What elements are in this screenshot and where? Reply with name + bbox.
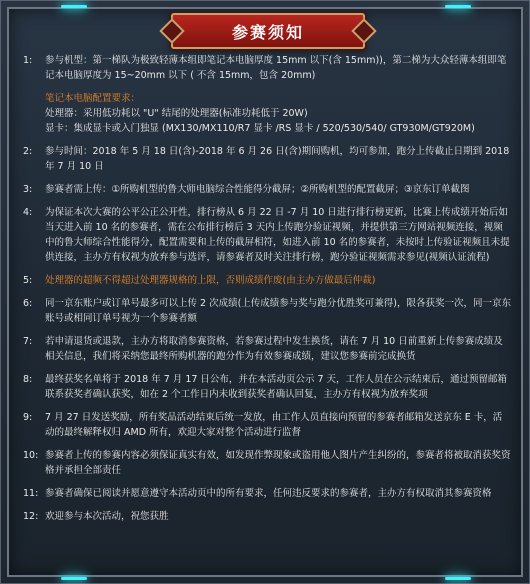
rule-text: 7 月 27 日发送奖励，所有奖品活动结束后统一发放，由工作人员直接向预留的参赛者邮箱发送京东 E 卡，活动的最终解释权归 AMD 所有，欢迎大家对整个活动进行监督: [45, 412, 503, 438]
rule-text: 参赛者上传的参赛内容必须保证真实有效，如发现作弊现象或盗用他人图片产生纠纷的，参赛者将被取消获奖资格并承担全部责任: [45, 450, 511, 476]
rule-item-5: [23, 273, 511, 288]
rule-number: 7:: [23, 336, 33, 347]
spec-gpu: 显卡：集成显卡或入门独显 (MX130/MX110/R7 显卡 /RS 显卡 / 520/530/540/ GT930M/GT920M): [45, 123, 475, 134]
rule-number: 11:: [23, 488, 39, 499]
corner-glow-bottom-right: [445, 577, 471, 580]
rule-number: 3:: [23, 184, 33, 195]
rule-item-10: [23, 448, 511, 478]
corner-glow-top-right: [445, 5, 471, 8]
rules-list: [23, 53, 511, 532]
title-plate: [171, 13, 365, 49]
rule-text: 参赛者确保已阅读并愿意遵守本活动页中的所有要求，任何违反要求的参赛者，主办方有权取消其参赛资格: [45, 488, 492, 499]
corner-glow-top-left: [61, 5, 87, 8]
rule-number: 2:: [23, 146, 33, 157]
rule-number: 1:: [23, 55, 33, 66]
rule-item-7: [23, 334, 511, 364]
spec-title: 笔记本电脑配置要求：: [45, 93, 141, 104]
corner-glow-bottom-left: [61, 577, 87, 580]
rule-text: 参与机型：第一梯队为极致轻薄本组即笔记本电脑厚度 15mm 以下(含 15mm))，第二梯为大众轻薄本组即笔记本电脑厚度为 15~20mm 以下 ( 不含 15mm，包含 20mm): [45, 55, 507, 81]
rule-number: 8:: [23, 374, 33, 385]
rule-number: 10:: [23, 450, 39, 461]
rule-item-8: [23, 372, 511, 402]
rule-text: 最终获奖名单将于 2018 年 7 月 17 日公布，并在本活动页公示 7 天，工作人员在公示结束后，通过预留邮箱联系获奖者确认获奖，如在 2 个工作日内未收到获奖者确认回复，主办方有权视为放弃奖项: [45, 374, 508, 400]
rule-number: 12:: [23, 511, 39, 522]
rule-item-2: [23, 144, 511, 174]
rule-item-11: [23, 486, 511, 501]
rule-number: 9:: [23, 412, 33, 423]
rule-text: 参赛者需上传：①所购机型的鲁大师电脑综合性能得分截屏；②所购机型的配置截屏；③京东订单截图: [45, 184, 470, 195]
rule-text: 为保证本次大赛的公平公正公开性，排行榜从 6 月 22 日 -7 月 10 日进行排行榜更新，比赛上传成绩开始后如当天进入前 10 名的参赛者，需在公布排行榜后 3 天内上传跑分验证视频，并提供第三方网站视频连接，视频中的鲁大师综合性能得分，配置需要和上传的截屏相符，如进入前 10 名的参赛者，未按时上传验证视频且未提供连接，主办方有权视为放弃参与选评，请参赛者及时关注排行榜，跑分验证视频需求参见(视频认证流程): [45, 207, 510, 263]
rule-text: 同一京东账户或订单号最多可以上传 2 次成绩(上传成绩参与奖与跑分优胜奖可兼得)，限各获奖一次，同一京东账号或相同订单号视为一个参赛者额: [45, 298, 511, 324]
rule-number: 6:: [23, 298, 33, 309]
rule-text: 若申请退货或退款，主办方将取消参赛资格，若参赛过程中发生换货，请在 7 月 10 日前重新上传参赛成绩及相关信息，我们将采纳您最终所购机器的跑分作为有效参赛成绩，建议您参赛前完成换货: [45, 336, 503, 362]
rule-text: 处理器的超频不得超过处理器规格的上限，否则成绩作废(由主办方做最后仲裁): [45, 275, 376, 286]
rule-item-4: [23, 205, 511, 265]
rule-number: 5:: [23, 275, 33, 286]
rule-number: 4:: [23, 207, 33, 218]
rule-text: 欢迎参与本次活动，祝您获胜: [45, 511, 169, 522]
rule-item-6: [23, 296, 511, 326]
spec-cpu: 处理器：采用低功耗以 "U" 结尾的处理器(标准功耗低于 20W): [45, 108, 308, 119]
page-title: 参赛须知: [231, 23, 304, 42]
rule-item-3: [23, 182, 511, 197]
spec-block: [45, 91, 511, 136]
rule-item-1: [23, 53, 511, 83]
rule-text: 参与时间：2018 年 5 月 18 日(含)-2018 年 6 月 26 日(含)期间购机，均可参加，跑分上传截止日期到 2018 年 7 月 10 日: [45, 146, 510, 172]
rule-item-9: [23, 410, 511, 440]
rule-item-12: [23, 509, 511, 524]
